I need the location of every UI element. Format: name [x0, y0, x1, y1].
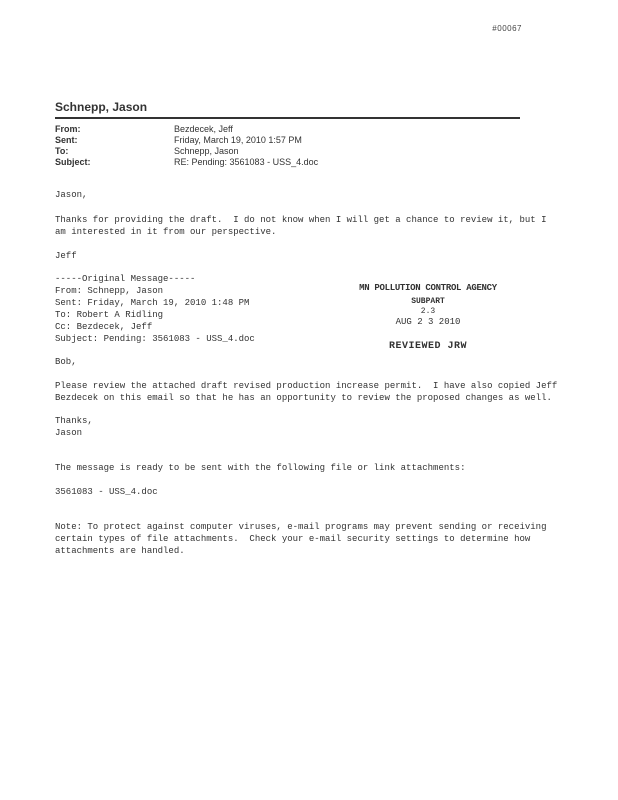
- virus-note-line-3: attachments are handled.: [55, 546, 185, 556]
- header-sent-row: [55, 135, 535, 146]
- attachment-note: The message is ready to be sent with the following file or link attachments:: [55, 463, 466, 473]
- header-subject-row: [55, 157, 535, 168]
- header-to-row: [55, 146, 535, 157]
- stamp-agency: MN POLLUTION CONTROL AGENCY: [359, 283, 497, 293]
- original-line-2: Bezdecek on this email so that he has an opportunity to review the proposed changes as well.: [55, 393, 552, 403]
- sent-value: Friday, March 19, 2010 1:57 PM: [174, 135, 302, 145]
- subject-value: RE: Pending: 3561083 - USS_4.doc: [174, 157, 319, 167]
- header-from-row: [55, 124, 535, 135]
- original-subject: Subject: Pending: 3561083 - USS_4.doc: [55, 334, 255, 344]
- reply-line-2: am interested in it from our perspective.: [55, 227, 277, 237]
- stamp-subpart: SUBPART: [411, 297, 445, 306]
- original-to: To: Robert A Ridling: [55, 310, 164, 320]
- original-cc: Cc: Bezdecek, Jeff: [55, 322, 153, 332]
- virus-note-line-1: Note: To protect against computer viruses, e-mail programs may prevent sending or receiving: [55, 522, 547, 532]
- reply-line-1: Thanks for providing the draft. I do not know when I will get a chance to review it, but I: [55, 215, 547, 225]
- virus-note-line-2: certain types of file attachments. Check your e-mail security settings to determine how: [55, 534, 531, 544]
- subject-label: Subject:: [55, 157, 91, 167]
- bates-number: #00067: [492, 24, 522, 33]
- original-sent: Sent: Friday, March 19, 2010 1:48 PM: [55, 298, 250, 308]
- original-from: From: Schnepp, Jason: [55, 286, 164, 296]
- stamp-reviewed: REVIEWED JRW: [388, 341, 467, 352]
- original-divider: -----Original Message-----: [55, 274, 196, 284]
- sender-name: Schnepp, Jason: [55, 100, 148, 114]
- header-divider: [55, 117, 520, 119]
- from-value: Bezdecek, Jeff: [174, 124, 233, 134]
- stamp-number: 2.3: [420, 307, 436, 316]
- to-value: Schnepp, Jason: [174, 146, 239, 156]
- stamp-date: AUG 2 3 2010: [395, 317, 461, 327]
- original-greeting: Bob,: [55, 357, 77, 367]
- to-label: To:: [55, 146, 69, 156]
- original-thanks: Thanks,: [55, 416, 93, 426]
- reply-signoff: Jeff: [55, 251, 77, 261]
- attachment-file: 3561083 - USS_4.doc: [55, 487, 158, 497]
- email-header: [55, 124, 535, 168]
- from-label: From:: [55, 124, 81, 134]
- received-stamp: [358, 283, 498, 352]
- original-line-1: Please review the attached draft revised production increase permit. I have also copied Jeff: [55, 381, 558, 391]
- sent-label: Sent:: [55, 135, 78, 145]
- reply-greeting: Jason,: [55, 190, 88, 200]
- original-name: Jason: [55, 428, 83, 438]
